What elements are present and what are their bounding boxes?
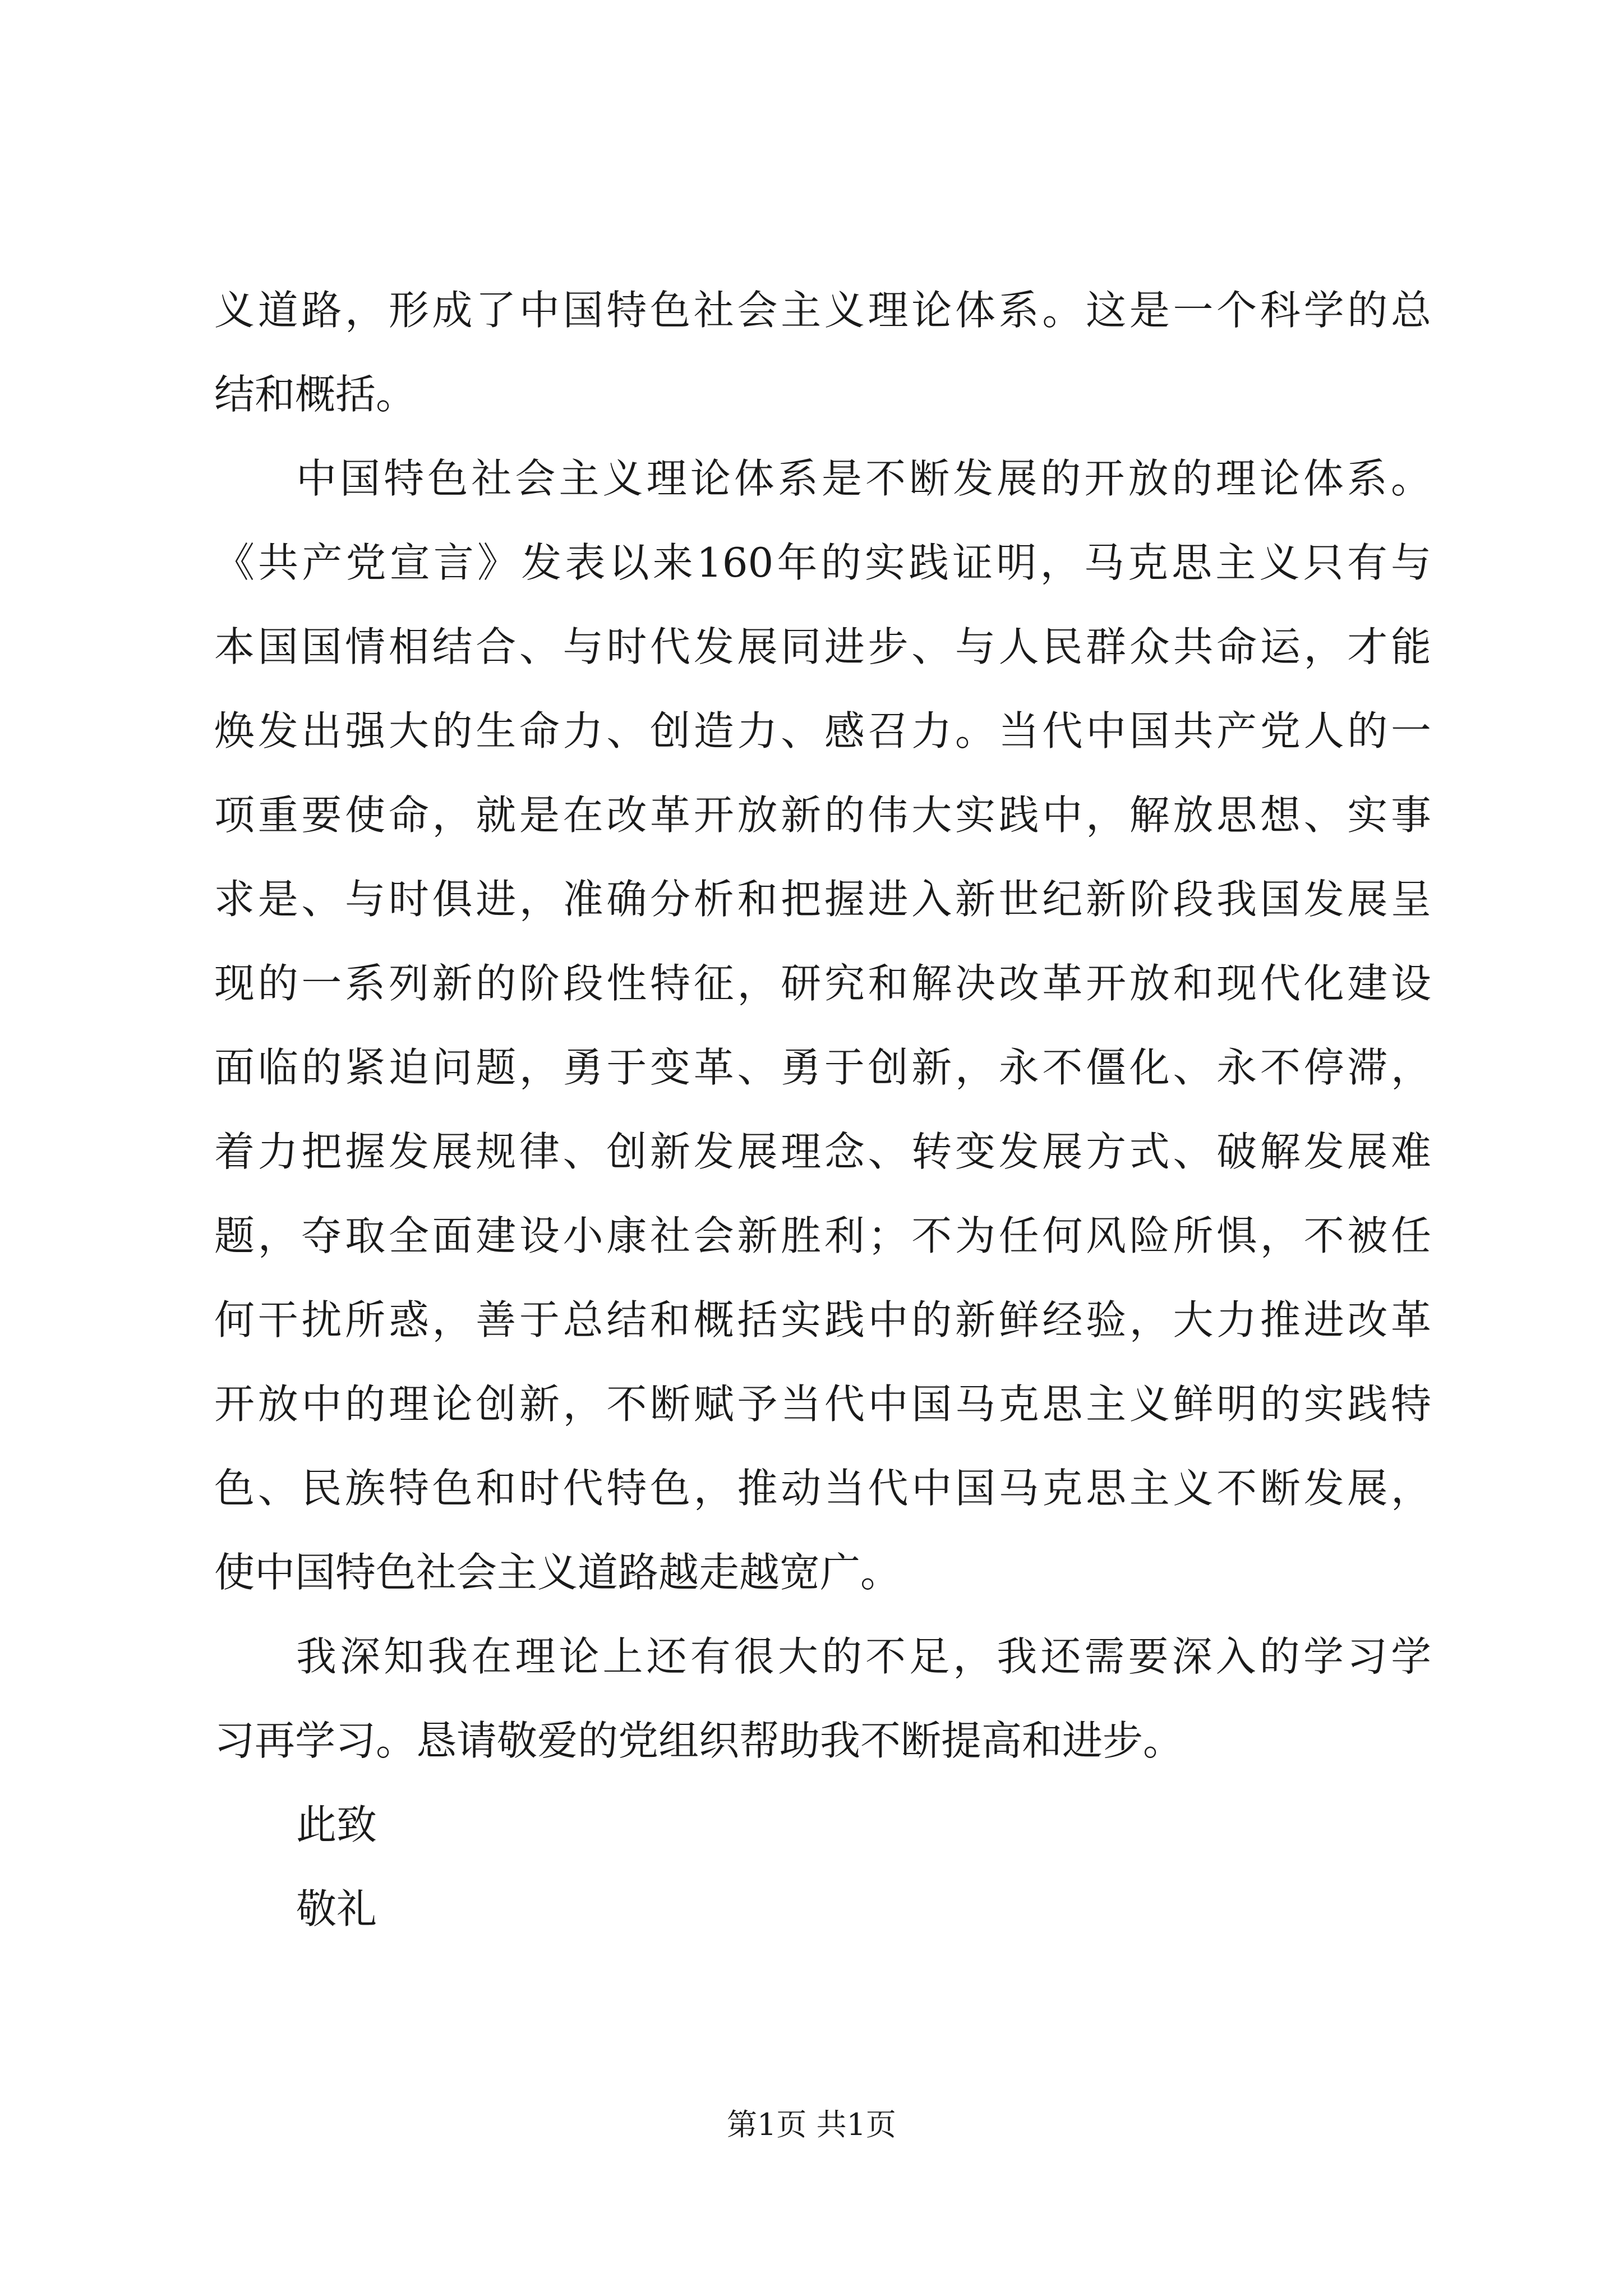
- text-line: 面临的紧迫问题，勇于变革、勇于创新，永不僵化、永不停滞，: [214, 1044, 1431, 1091]
- letter-body: [214, 268, 1431, 1951]
- page-number-label: 第1页 共1页: [727, 2107, 896, 2142]
- text-line: 使中国特色社会主义道路越走越宽广。: [214, 1549, 901, 1596]
- text-line: 义道路，形成了中国特色社会主义理论体系。这是一个科学的总: [214, 287, 1431, 334]
- text-line: 题，夺取全面建设小康社会新胜利；不为任何风险所惧，不被任: [214, 1212, 1431, 1259]
- text-line: 习再学习。恳请敬爱的党组织帮助我不断提高和进步。: [214, 1717, 1184, 1764]
- text-line: 着力把握发展规律、创新发展理念、转变发展方式、破解发展难: [214, 1128, 1431, 1175]
- text-line: 何干扰所惑，善于总结和概括实践中的新鲜经验，大力推进改革: [214, 1296, 1431, 1343]
- text-line: 求是、与时俱进，准确分析和把握进入新世纪新阶段我国发展呈: [214, 876, 1431, 923]
- text-line: 焕发出强大的生命力、创造力、感召力。当代中国共产党人的一: [214, 707, 1431, 754]
- page-footer: [0, 2102, 1623, 2147]
- text-line: 《共产党宣言》发表以来160年的实践证明，马克思主义只有与: [214, 539, 1431, 586]
- paragraph-start-line: 中国特色社会主义理论体系是不断发展的开放的理论体系。: [296, 455, 1431, 502]
- paragraph-start-line: 我深知我在理论上还有很大的不足，我还需要深入的学习学: [296, 1633, 1431, 1680]
- text-line: 开放中的理论创新，不断赋予当代中国马克思主义鲜明的实践特: [214, 1381, 1431, 1428]
- text-line: 结和概括。: [214, 371, 417, 418]
- text-line: 本国国情相结合、与时代发展同进步、与人民群众共命运，才能: [214, 623, 1431, 670]
- closing-regards: 敬礼: [296, 1885, 377, 1932]
- closing-salutation: 此致: [296, 1801, 377, 1848]
- text-line: 现的一系列新的阶段性特征，研究和解决改革开放和现代化建设: [214, 960, 1431, 1007]
- text-line: 项重要使命，就是在改革开放新的伟大实践中，解放思想、实事: [214, 792, 1431, 839]
- text-line: 色、民族特色和时代特色，推动当代中国马克思主义不断发展，: [214, 1465, 1431, 1512]
